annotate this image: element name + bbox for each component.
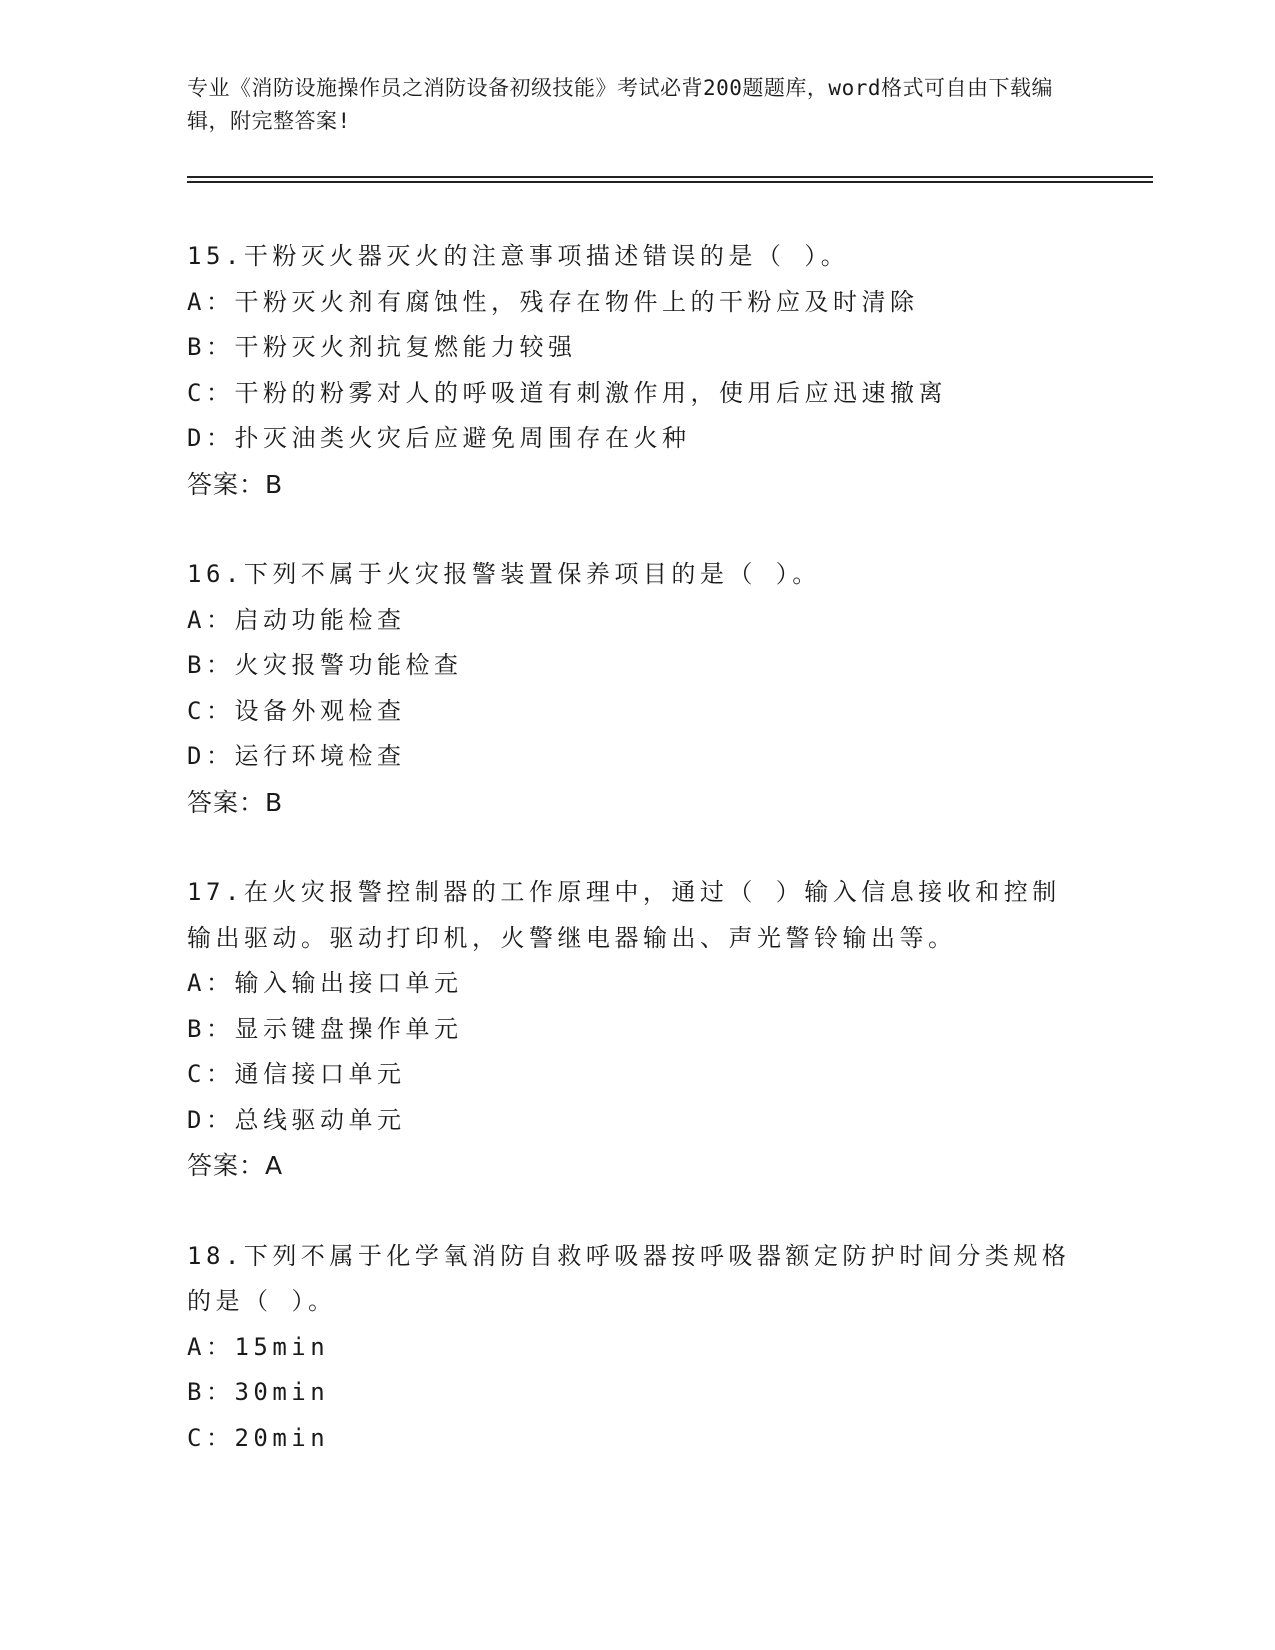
question-stem: 15.干粉灭火器灭火的注意事项描述错误的是（ ）。 — [187, 242, 850, 270]
option-c: C：通信接口单元 — [187, 1060, 406, 1088]
option-a: A：15min — [187, 1332, 330, 1361]
option-d: D：运行环境检查 — [187, 742, 406, 770]
question-stem: 18.下列不属于化学氧消防自救呼吸器按呼吸器额定防护时间分类规格的是（ ）。 — [187, 1241, 1071, 1315]
option-b: B：30min — [187, 1378, 330, 1406]
option-b: B：干粉灭火剂抗复燃能力较强 — [187, 333, 577, 361]
question-17 — [187, 870, 1087, 1189]
question-18 — [187, 1234, 1087, 1462]
answer-label: 答案：B — [187, 469, 284, 499]
option-c: C：设备外观检查 — [187, 696, 406, 725]
option-d: D：扑灭油类火灾后应避免周围存在火种 — [187, 424, 691, 452]
header-divider-top — [187, 176, 1153, 178]
header-divider-bottom — [187, 181, 1153, 183]
option-a: A：输入输出接口单元 — [187, 969, 463, 997]
question-stem: 17.在火灾报警控制器的工作原理中，通过（ ）输入信息接收和控制输出驱动。驱动打印机，火警继电器输出、声光警铃输出等。 — [187, 878, 1061, 952]
answer-label: 答案：B — [187, 787, 284, 817]
option-c: C：干粉的粉雾对人的呼吸道有刺激作用，使用后应迅速撤离 — [187, 378, 947, 407]
question-list — [187, 234, 1087, 1506]
option-a: A：启动功能检查 — [187, 605, 406, 634]
question-16 — [187, 552, 1087, 825]
question-15 — [187, 234, 1087, 507]
option-c: C：20min — [187, 1423, 330, 1452]
answer-label: 答案：A — [187, 1151, 284, 1180]
option-b: B：显示键盘操作单元 — [187, 1014, 463, 1043]
document-header: 专业《消防设施操作员之消防设备初级技能》考试必背200题题库，word格式可自由下载编辑，附完整答案! — [187, 76, 1053, 133]
option-d: D：总线驱动单元 — [187, 1105, 406, 1134]
option-a: A：干粉灭火剂有腐蚀性，残存在物件上的干粉应及时清除 — [187, 287, 919, 316]
option-b: B：火灾报警功能检查 — [187, 651, 463, 679]
question-stem: 16.下列不属于火灾报警装置保养项目的是（ ）。 — [187, 560, 821, 588]
